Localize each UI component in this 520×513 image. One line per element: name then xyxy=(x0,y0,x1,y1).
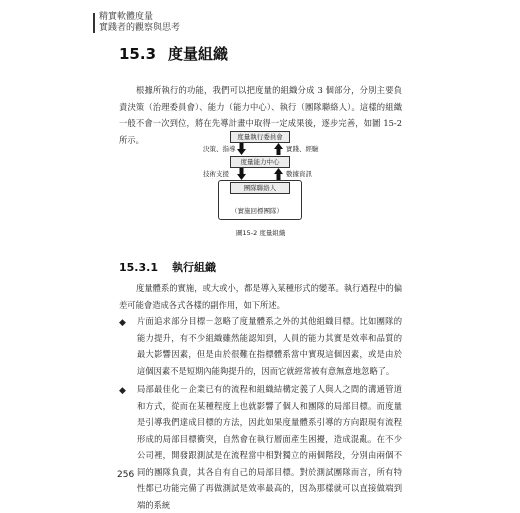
page-number: 256 xyxy=(117,470,135,480)
subsection-heading xyxy=(119,259,216,275)
organization-diagram xyxy=(198,131,323,223)
up-arrow-icon xyxy=(274,143,283,155)
bullet-paragraph-partial-goals: 片面追求部分目標－忽略了度量體系之外的其他組織目標。比如團隊的能力提升，有不少組織雖然能認知到，人員的能力其實是效率和品質的最大影響因素，但是由於很難在指標體系當中實現這個因素，或是由於這個因素不是短期內能夠提升的，因而它就經常被有意無意地忽略了。 xyxy=(137,316,402,376)
subsection-title: 執行組織 xyxy=(171,261,216,274)
figure-caption: 圖15-2 度量組織 xyxy=(236,229,286,237)
team-liaison-box: 團隊聯絡人 xyxy=(230,182,290,194)
running-header-subtitle: 實踐者的觀察與思考 xyxy=(99,23,181,33)
diamond-bullet-icon: ◆ xyxy=(119,386,126,396)
diamond-bullet-icon: ◆ xyxy=(119,318,126,328)
down-arrow-icon xyxy=(237,143,246,155)
subsection-number: 15.3.1 xyxy=(119,261,158,274)
up-arrow-icon xyxy=(274,168,283,180)
label-technical-support: 技術支援 xyxy=(203,170,229,178)
bullet-paragraph-local-optimization: 局部最佳化－企業已有的流程和組織結構定義了人與人之間的溝通管道和方式，從而在某種程度上也就影響了個人和團隊的局部目標。而度量是引導我們達成目標的方法，因此如果度量體系引導的方向跟現有流程形成的局部目標衝突，自然會在執行層面產生困擾，造成混亂。在不少公司裡，開發跟測試是在流程當中相對獨立的兩個階段，分別由兩個不同的團隊負責，其各自有自己的局部目標。對於測試團隊而言，所有特性都已功能完備了再做測試是效率最高的，因為那樣就可以直接做端到端的系統 xyxy=(137,384,402,510)
intro-paragraph: 根據所執行的功能，我們可以把度量的組織分成 3 個部分，分別主要負責決策（治理委員會）、能力（能力中心）、執行（團隊聯絡人）。這樣的組織一般不會一次到位，將在先導計畫中取得一定成果後，逐步完善，如圖 15-2 所示。 xyxy=(119,85,402,145)
committee-box: 度量執行委員會 xyxy=(230,131,290,143)
label-decision-guidance: 決策、指導 xyxy=(203,145,236,153)
section-number: 15.3 xyxy=(119,45,157,63)
section-heading xyxy=(119,43,228,64)
implementation-team-label: （實施回標團隊） xyxy=(231,207,283,215)
label-practice-experience: 實踐、經驗 xyxy=(286,145,319,153)
running-header-title: 精實軟體度量 xyxy=(99,12,154,22)
section-title: 度量組織 xyxy=(168,45,229,63)
subsection-paragraph: 度量體系的實施，或大或小，都是導入某種形式的變革。執行過程中的偏差可能會造成各式各樣的副作用，如下所述。 xyxy=(119,283,402,310)
competence-center-box: 度量能力中心 xyxy=(230,156,290,168)
down-arrow-icon xyxy=(237,168,246,180)
label-data-information: 數據資訊 xyxy=(286,170,312,178)
header-rule xyxy=(93,13,95,33)
